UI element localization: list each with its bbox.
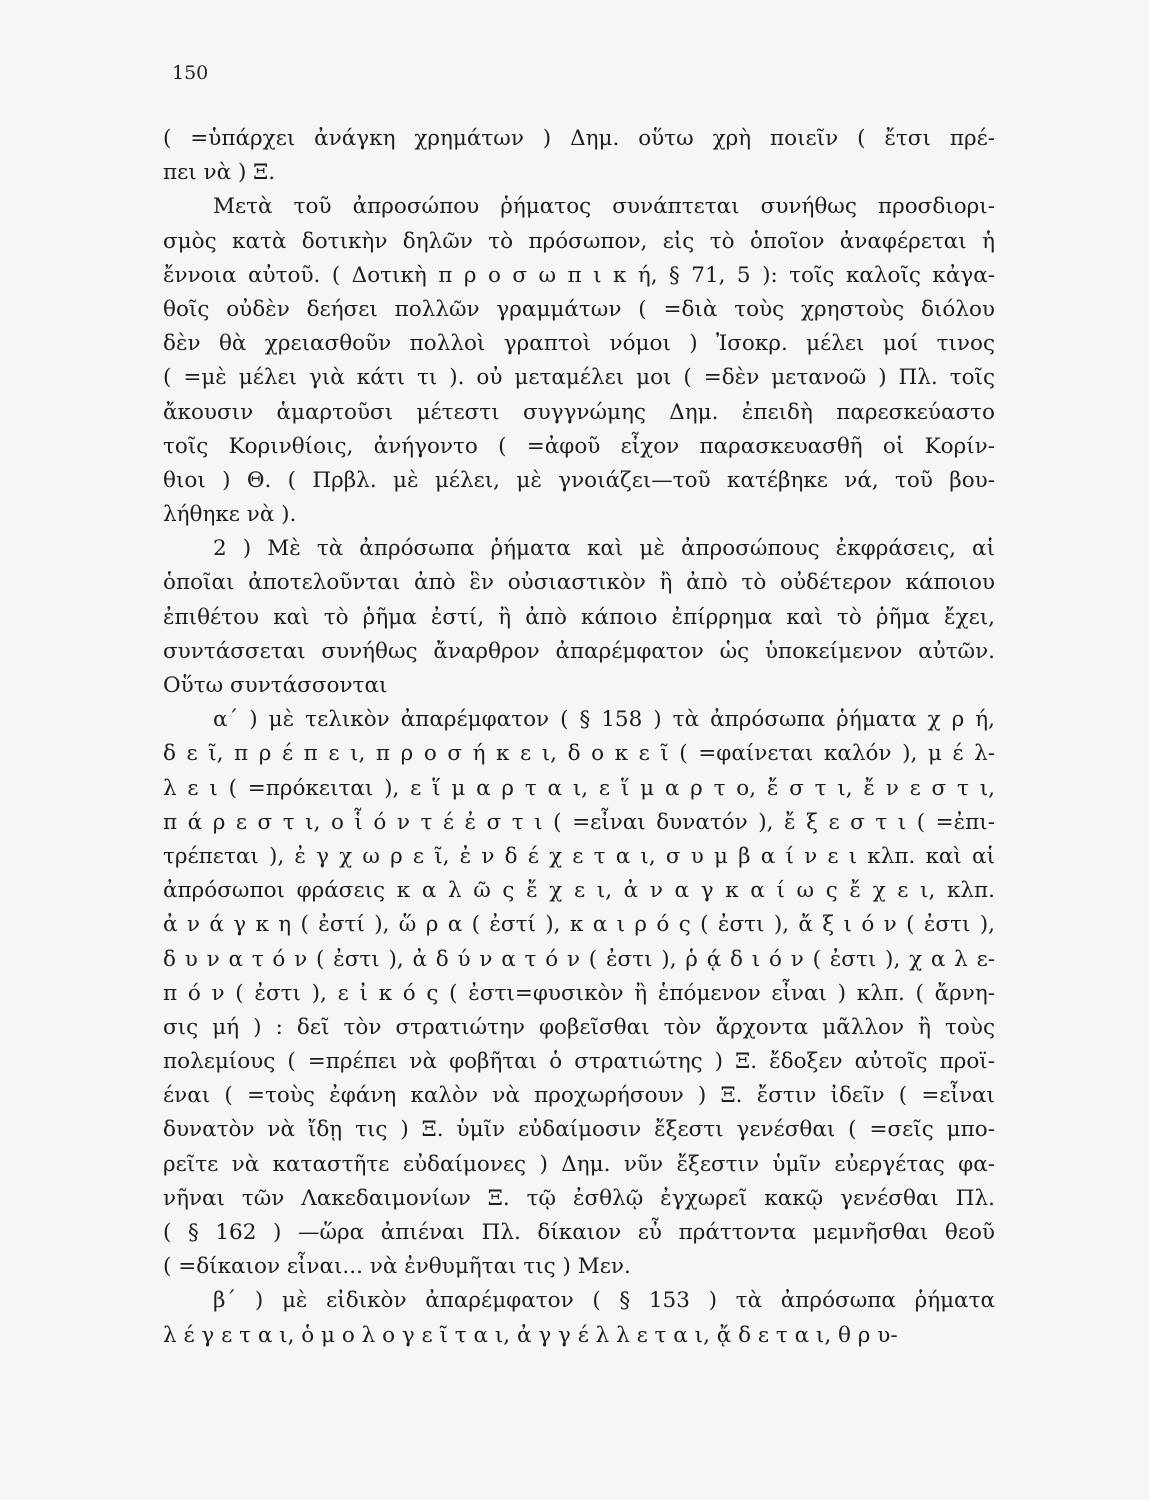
text-line: σις μή ) : δεῖ τὸν στρατιώτην φοβεῖσθαι τὸν ἄρχοντα μᾶλλον ἢ τοὺς (163, 1014, 995, 1040)
text-line: α΄ ) μὲ τελικὸν ἀπαρέμφατον ( § 158 ) τὰ ἀπρόσωπα ῥήματα χ ρ ή, (213, 707, 995, 733)
text-line: συντάσσεται συνήθως ἄναρθρον ἀπαρέμφατον ὡς ὑποκείμενον αὐτῶν. (163, 638, 995, 664)
text-line: λ έ γ ε τ α ι, ὁ μ ο λ ο γ ε ῖ τ α ι, ἀ γ γ έ λ λ ε τ α ι, ᾄ δ ε τ α ι, θ ρ υ- (163, 1322, 898, 1348)
text-line: Μετὰ τοῦ ἀπροσώπου ῥήματος συνάπτεται συνήθως προσδιορι- (213, 194, 995, 220)
text-line: νῆναι τῶν Λακεδαιμονίων Ξ. τῷ ἐσθλῷ ἐγχωρεῖ κακῷ γενέσθαι Πλ. (163, 1185, 995, 1211)
text-line: π ό ν ( ἐστι ), ε ἰ κ ό ς ( ἐστι=φυσικὸν ἢ ἑπόμενον εἶναι ) κλπ. ( ἄρνη- (163, 980, 995, 1006)
text-line: δὲν θὰ χρειασθοῦν πολλοὶ γραπτοὶ νόμοι ) Ἰσοκρ. μέλει μοί τινος (163, 331, 995, 357)
text-line: δυνατὸν νὰ ἴδῃ τις ) Ξ. ὑμῖν εὐδαίμοσιν ἔξεστι γενέσθαι ( =σεῖς μπο- (163, 1117, 995, 1143)
text-line: πολεμίους ( =πρέπει νὰ φοβῆται ὁ στρατιώτης ) Ξ. ἔδοξεν αὐτοῖς προϊ- (163, 1049, 995, 1075)
text-line: ρεῖτε νὰ καταστῆτε εὐδαίμονες ) Δημ. νῦν ἔξεστιν ὑμῖν εὐεργέτας φα- (163, 1151, 995, 1177)
text-line: ἀπρόσωποι φράσεις κ α λ ῶ ς ἔ χ ε ι, ἀ ν α γ κ α ί ω ς ἔ χ ε ι, κλπ. (163, 878, 995, 904)
text-line: β΄ ) μὲ εἰδικὸν ἀπαρέμφατον ( § 153 ) τὰ ἀπρόσωπα ῥήματα (213, 1288, 995, 1314)
text-line: ἔννοια αὐτοῦ. ( Δοτικὴ π ρ ο σ ω π ι κ ή, § 71, 5 ): τοῖς καλοῖς κἀγα- (163, 262, 995, 288)
text-line: δ υ ν α τ ό ν ( ἐστι ), ἀ δ ύ ν α τ ό ν ( ἐστι ), ῥ ᾴ δ ι ό ν ( ἐστι ), χ α λ ε- (163, 946, 995, 972)
text-line: ( =ὑπάρχει ἀνάγκη χρημάτων ) Δημ. οὕτω χρὴ ποιεῖν ( ἔτσι πρέ- (163, 126, 995, 151)
text-line: τοῖς Κορινθίοις, ἀνήγοντο ( =ἀφοῦ εἶχον παρασκευασθῆ οἱ Κορίν- (163, 433, 995, 459)
text-line: έναι ( =τοὺς ἐφάνη καλὸν νὰ προχωρήσουν ) Ξ. ἔστιν ἰδεῖν ( =εἶναι (163, 1083, 995, 1109)
text-line: λ ε ι ( =πρόκειται ), ε ἵ μ α ρ τ α ι, ε ἵ μ α ρ τ ο, ἔ σ τ ι, ἔ ν ε σ τ ι, (163, 775, 995, 801)
text-line: ( =δίκαιον εἶναι... νὰ ἐνθυμῆται τις ) Μεν. (163, 1254, 631, 1280)
text-line: τρέπεται ), ἐ γ χ ω ρ ε ῖ, ἐ ν δ έ χ ε τ α ι, σ υ μ β α ί ν ε ι κλπ. καὶ αἱ (163, 843, 995, 869)
text-line: θοῖς οὐδὲν δεήσει πολλῶν γραμμάτων ( =διὰ τοὺς χρηστοὺς διόλου (163, 296, 995, 322)
text-line: δ ε ῖ, π ρ έ π ε ι, π ρ ο σ ή κ ε ι, δ ο κ ε ῖ ( =φαίνεται καλόν ), μ έ λ- (163, 741, 995, 767)
text-line: πει νὰ ) Ξ. (163, 160, 276, 186)
text-line: 2 ) Μὲ τὰ ἀπρόσωπα ῥήματα καὶ μὲ ἀπροσώπους ἐκφράσεις, αἱ (213, 536, 995, 562)
text-line: π ά ρ ε σ τ ι, ο ἷ ό ν τ έ ἐ σ τ ι ( =εἶναι δυνατόν ), ἔ ξ ε σ τ ι ( =ἐπι- (163, 809, 995, 835)
page-number: 150 (172, 62, 209, 84)
text-line: ἀ ν ά γ κ η ( ἐστί ), ὥ ρ α ( ἐστί ), κ α ι ρ ό ς ( ἐστι ), ἄ ξ ι ό ν ( ἐστι ), (163, 912, 995, 938)
text-body (163, 122, 995, 1353)
text-line: ὁποῖαι ἀποτελοῦνται ἀπὸ ἓν οὐσιαστικὸν ἢ ἀπὸ τὸ οὐδέτερον κάποιου (163, 570, 995, 596)
text-line: θιοι ) Θ. ( Πρβλ. μὲ μέλει, μὲ γνοιάζει—τοῦ κατέβηκε νά, τοῦ βου- (163, 467, 995, 493)
text-line: σμὸς κατὰ δοτικὴν δηλῶν τὸ πρόσωπον, εἰς τὸ ὁποῖον ἀναφέρεται ἡ (163, 228, 995, 254)
text-line: ( =μὲ μέλει γιὰ κάτι τι ). οὐ μεταμέλει μοι ( =δὲν μετανοῶ ) Πλ. τοῖς (163, 365, 995, 391)
text-line: ἄκουσιν ἁμαρτοῦσι μέτεστι συγγνώμης Δημ. ἐπειδὴ παρεσκεύαστο (163, 399, 995, 425)
text-line: λήθηκε νὰ ). (163, 502, 297, 528)
text-line: ( § 162 ) —ὥρα ἀπιέναι Πλ. δίκαιον εὖ πράττοντα μεμνῆσθαι θεοῦ (163, 1220, 995, 1245)
text-line: Οὕτω συντάσσονται (163, 673, 388, 698)
text-line: ἐπιθέτου καὶ τὸ ῥῆμα ἐστί, ἢ ἀπὸ κάποιο ἐπίρρημα καὶ τὸ ῥῆμα ἔχει, (163, 604, 995, 630)
